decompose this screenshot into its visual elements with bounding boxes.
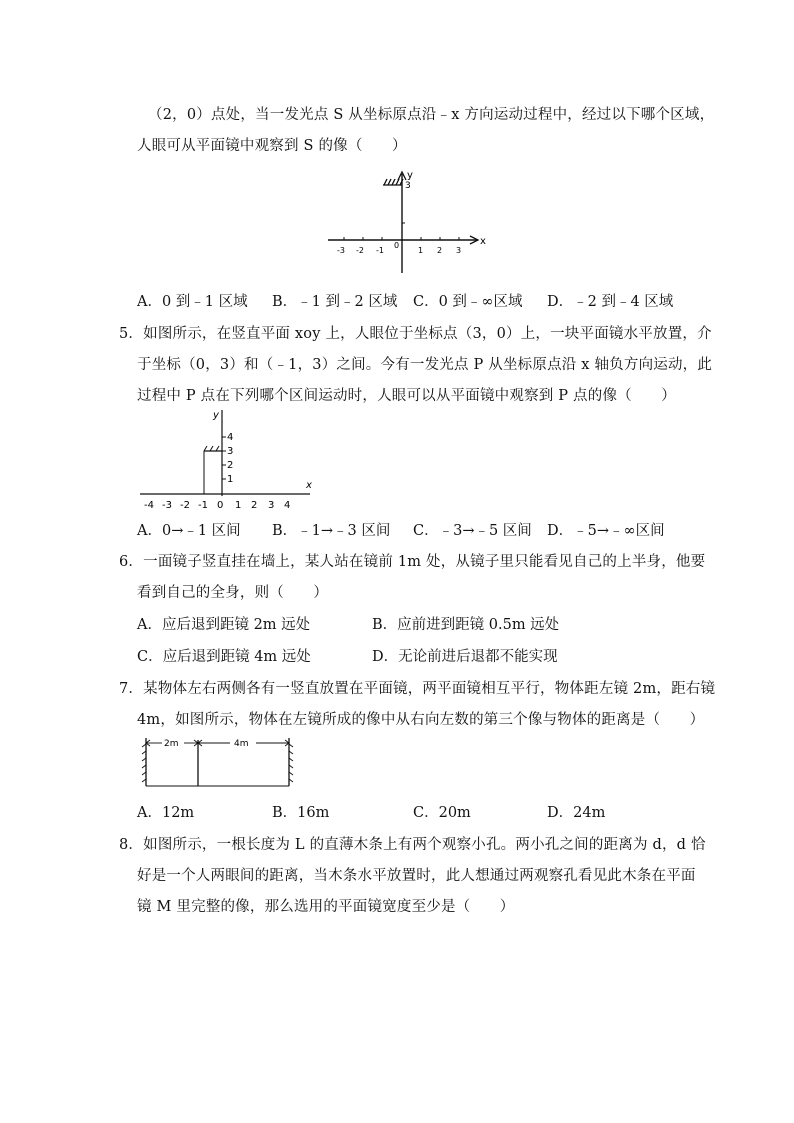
q7-option-b: B．16m [272, 805, 330, 821]
q5-option-c: C．﹣3→﹣5 区间 [413, 523, 532, 539]
q4-figure [320, 168, 495, 278]
q5-x-tick: 2 [251, 500, 258, 511]
q4-option-d: D．﹣2 到﹣4 区域 [547, 294, 674, 310]
q5-text-line-1: 5．如图所示，在竖直平面 xoy 上，人眼位于坐标点（3，0）上，一块平面镜水平放置，介 [119, 326, 712, 342]
q4-option-b: B．﹣1 到﹣2 区域 [272, 294, 398, 310]
q5-option-a: A．0→﹣1 区间 [137, 523, 241, 539]
q5-y-label: y [213, 410, 219, 421]
q5-y-tick: 3 [227, 446, 234, 457]
q5-x-tick: 4 [284, 500, 291, 511]
q6-option-d: D．无论前进后退都不能实现 [372, 649, 558, 665]
q5-y-tick: 2 [227, 460, 234, 471]
q4-x-label: x [480, 236, 486, 247]
q6-option-a: A．应后退到距镜 2m 远处 [137, 617, 311, 633]
q7-left-distance: 2m [164, 739, 179, 749]
q4-tick-label: 1 [418, 246, 424, 255]
q4-tick-label: -2 [356, 246, 364, 255]
q4-y-label: y [407, 170, 413, 181]
q5-text-line-2: 于坐标（0，3）和（﹣1，3）之间。今有一发光点 P 从坐标原点沿 x 轴负方向运动，此 [137, 357, 713, 373]
q5-x-tick: -4 [144, 500, 154, 511]
q7-figure [140, 734, 296, 790]
q5-x-tick: 0 [217, 500, 224, 511]
q5-x-label: x [306, 480, 312, 491]
q4-mirror [383, 179, 403, 185]
q6-text-line-1: 6．一面镜子竖直挂在墙上，某人站在镜前 1m 处，从镜子里只能看见自己的上半身，他要 [119, 554, 706, 570]
q4-mark-3: 3 [405, 181, 411, 191]
q7-option-c: C．20m [413, 805, 471, 821]
q7-right-distance: 4m [234, 739, 249, 749]
q4-option-c: C．0 到﹣∞区域 [413, 294, 523, 310]
q6-option-c: C．应后退到距镜 4m 远处 [137, 649, 311, 665]
q4-text-line-2: 人眼可从平面镜中观察到 S 的像（ ） [137, 138, 407, 154]
q5-figure [138, 406, 328, 512]
q7-text-line-2: 4m，如图所示，物体在左镜所成的像中从右向左数的第三个像与物体的距离是（ ） [137, 712, 705, 728]
q4-option-a: A．0 到﹣1 区域 [137, 294, 248, 310]
q5-y-tick: 4 [227, 432, 234, 443]
q7-option-d: D．24m [547, 805, 606, 821]
q4-tick-label: -1 [376, 246, 384, 255]
q5-x-tick: -3 [162, 500, 172, 511]
q5-option-d: D．﹣5→﹣∞区间 [547, 523, 665, 539]
q5-y-tick: 1 [227, 474, 234, 485]
q5-x-tick: 3 [268, 500, 275, 511]
q5-x-tick: 1 [235, 500, 242, 511]
q5-x-tick: -1 [198, 500, 208, 511]
q4-tick-label: -3 [337, 246, 345, 255]
q4-tick-label: 3 [456, 246, 462, 255]
q6-text-line-2: 看到自己的全身，则（ ） [137, 585, 329, 601]
q5-x-tick: -2 [180, 500, 190, 511]
q7-option-a: A．12m [137, 805, 195, 821]
q8-text-line-1: 8．如图所示，一根长度为 L 的直薄木条上有两个观察小孔。两小孔之间的距离为 d，d 恰 [119, 837, 706, 853]
q4-text-line-1: （2，0）点处，当一发光点 S 从坐标原点沿﹣x 方向运动过程中，经过以下哪个区域， [148, 107, 715, 123]
q4-tick-label: 0 [394, 241, 400, 250]
q6-option-b: B．应前进到距镜 0.5m 远处 [372, 617, 560, 633]
q7-text-line-1: 7．某物体左右两侧各有一竖直放置在平面镜，两平面镜相互平行，物体距左镜 2m，距右镜 [119, 681, 716, 697]
q5-text-line-3: 过程中 P 点在下列哪个区间运动时，人眼可以从平面镜中观察到 P 点的像（ ） [137, 388, 676, 404]
q8-text-line-2: 好是一个人两眼间的距离，当木条水平放置时，此人想通过两观察孔看见此木条在平面 [137, 868, 696, 884]
q4-tick-label: 2 [437, 246, 443, 255]
q8-text-line-3: 镜 M 里完整的像，那么选用的平面镜宽度至少是（ ） [137, 899, 515, 915]
q5-option-b: B．﹣1→﹣3 区间 [272, 523, 391, 539]
